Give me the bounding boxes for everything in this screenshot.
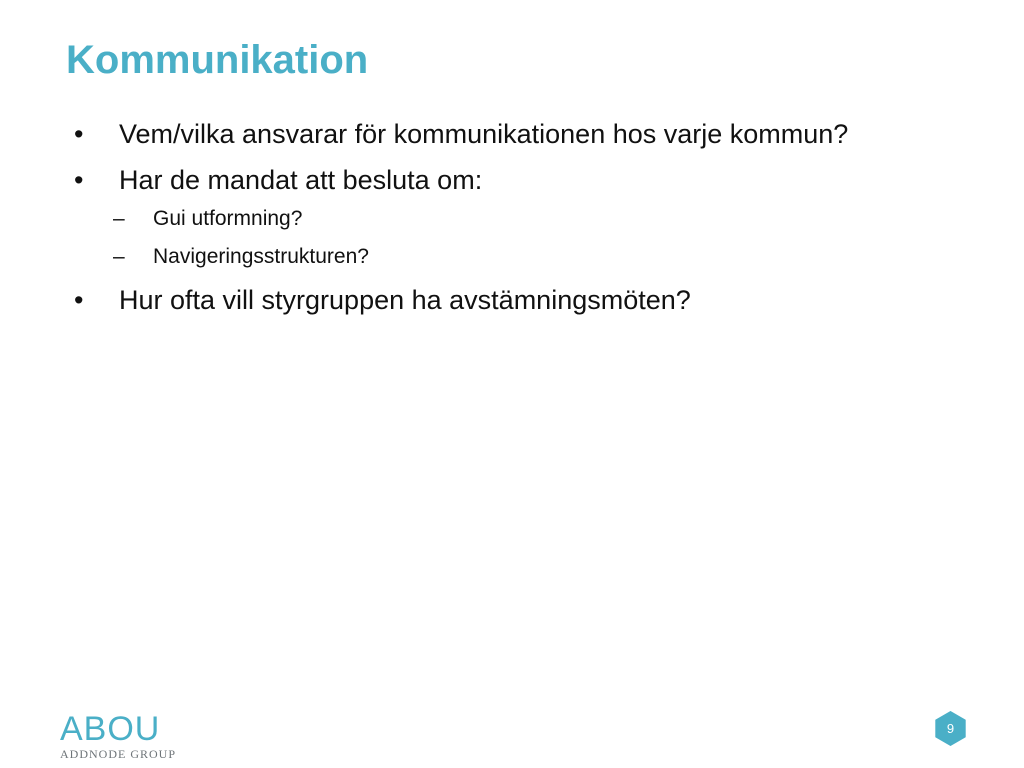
logo-wordmark: ABOU [60,710,161,748]
page-number: 9 [946,721,955,736]
bullet-mark: • [74,285,84,315]
abou-logo [60,712,200,762]
subbullet-text: Gui utformning? [153,207,303,230]
bullet-text: Har de mandat att besluta om: [119,165,483,195]
slide-title: Kommunikation [66,38,369,82]
bullet-text: Vem/vilka ansvarar för kommunikationen hos varje kommun? [119,119,849,149]
bullet-mark: • [74,165,84,195]
subbullet-mark: – [113,245,125,268]
subbullet-text: Navigeringsstrukturen? [153,245,369,268]
bullet-text: Hur ofta vill styrgruppen ha avstämningsmöten? [119,285,691,315]
bullet-mark: • [74,119,84,149]
subbullet-mark: – [113,207,125,230]
logo-subtitle: ADDNODE GROUP [60,747,177,761]
